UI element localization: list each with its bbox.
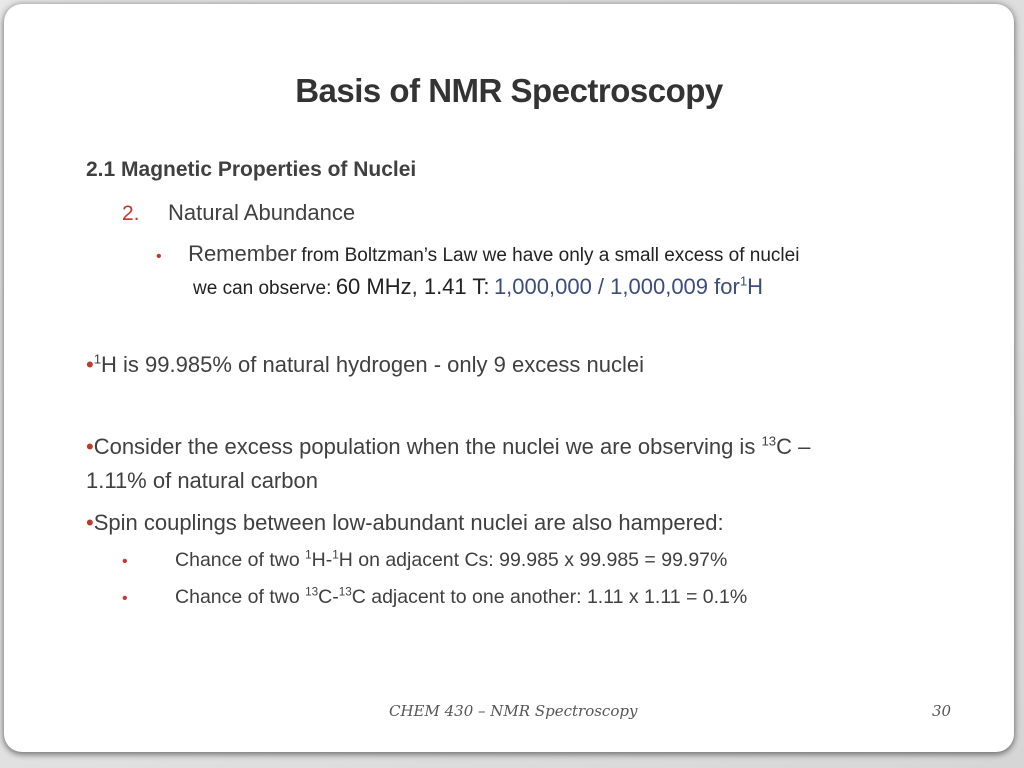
- sub-bullet-carbon: [122, 586, 747, 609]
- bullet-icon: •: [86, 434, 94, 459]
- bullet-icon: •: [156, 248, 162, 265]
- paragraph-carbon-line-2: 1.11% of natural carbon: [86, 468, 318, 493]
- sub1-text-a: Chance of two: [175, 549, 300, 571]
- sub2-sup-2: 13: [338, 585, 352, 599]
- sub1-text-c: H on adjacent Cs: 99.985 x 99.985 = 99.97%: [338, 549, 728, 571]
- sub1-text-b: H-: [311, 549, 333, 571]
- remember-field: 60 MHz, 1.41 T:: [335, 274, 490, 299]
- paragraph-spin-couplings: [86, 510, 724, 536]
- remember-nucleus: H: [747, 274, 764, 299]
- bullet-icon: •: [86, 352, 94, 377]
- bullet-icon: •: [122, 553, 128, 570]
- p1-text: H is 99.985% of natural hydrogen - only 9 excess nuclei: [101, 352, 645, 377]
- remember-line-1: [156, 241, 799, 267]
- sub1-sup-1: 1: [305, 548, 312, 562]
- bullet-icon: •: [122, 590, 128, 607]
- remember-text-2: we can observe:: [193, 278, 332, 299]
- item-label: Natural Abundance: [167, 200, 356, 225]
- slide: [4, 4, 1014, 752]
- slide-title: Basis of NMR Spectroscopy: [295, 72, 723, 109]
- sub2-text-b: C-: [318, 586, 339, 608]
- item-number: 2.: [122, 202, 140, 225]
- paragraph-hydrogen: [86, 352, 644, 378]
- p2-text-1: Consider the excess population when the nuclei we are observing is: [93, 434, 756, 459]
- remember-word: Remember: [188, 241, 297, 266]
- footer-page-number: 30: [932, 702, 952, 720]
- remember-sup: 1: [739, 273, 748, 289]
- sub2-text-c: C adjacent to one another: 1.11 x 1.11 = 0.1%: [351, 586, 748, 608]
- p1-sup: 1: [93, 351, 102, 367]
- section-heading: 2.1 Magnetic Properties of Nuclei: [86, 158, 417, 181]
- sub-bullet-hydrogen: [122, 549, 727, 572]
- footer-course: CHEM 430 – NMR Spectroscopy: [389, 702, 638, 720]
- p2-text-2: C –: [776, 434, 811, 459]
- sub2-sup-1: 13: [305, 585, 319, 599]
- sub2-text-a: Chance of two: [175, 586, 300, 608]
- bullet-icon: •: [86, 510, 94, 535]
- paragraph-carbon-line-1: [86, 434, 810, 460]
- sub1-sup-2: 1: [332, 548, 339, 562]
- remember-ratio: 1,000,000 / 1,000,009 for: [493, 274, 740, 299]
- remember-text-1: from Boltzman’s Law we have only a small excess of nuclei: [301, 245, 800, 266]
- p3-text: Spin couplings between low-abundant nuclei are also hampered:: [93, 510, 724, 535]
- numbered-item: [122, 200, 355, 226]
- remember-line-2: [193, 274, 763, 300]
- p2-sup: 13: [761, 433, 777, 449]
